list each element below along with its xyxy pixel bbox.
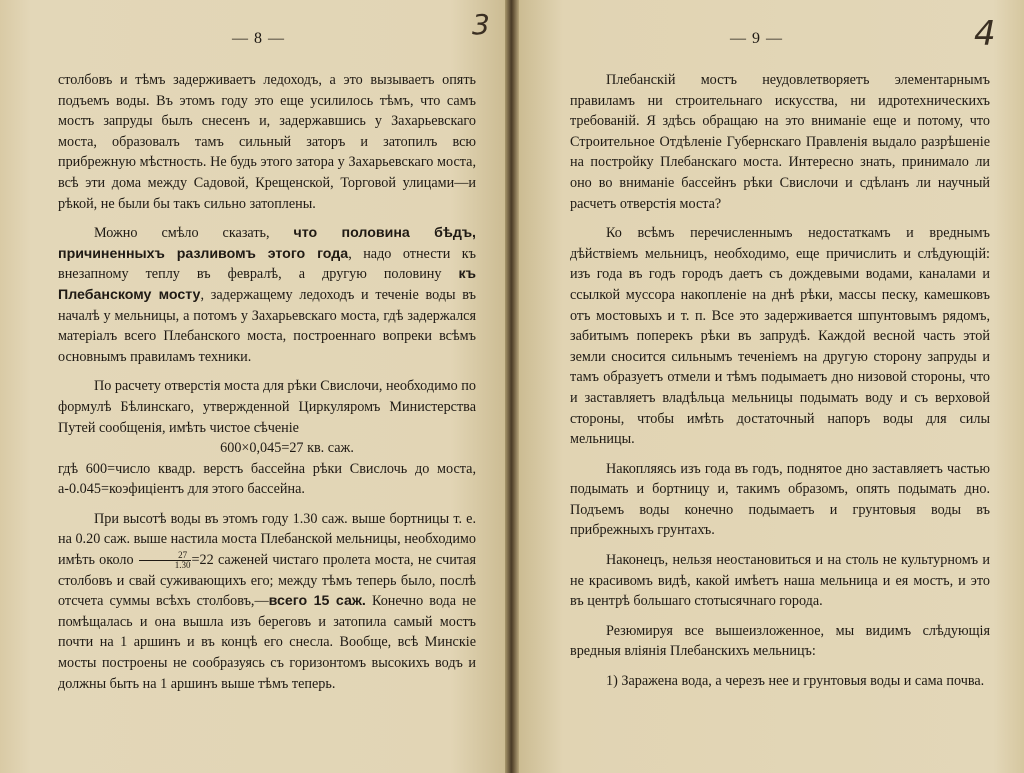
paragraph: Плебанскій мостъ неудовлетворяетъ элементарнымъ правиламъ ни строительнаго искусства, ни идротехническихъ требованій. Я здѣсь обращаю на это вниманіе еще и потому, что Строительное Отдѣленіе Губернскаго Правленія выдало разрѣшеніе на постройку Плебанскаго моста. Интересно знать, принимало ли оно во вниманіе бассейнъ рѣки Свислочи и сдѣланъ ли научный расчетъ отверстія моста?	[570, 72, 990, 212]
fraction-numerator: 27	[178, 550, 188, 561]
handwritten-page-mark: 3	[472, 8, 490, 41]
page-number: — 9 —	[730, 30, 783, 47]
text-run: Конечно вода не помѣщалась и она вышла изъ береговъ и затопила самый мостъ почти на 1 аршинъ и въ концѣ его снесла. Вообще, всѣ Минскіе мосты построены не сообразуясь съ горизонтомъ высокихъ водъ и должны быть на 1 аршинъ выше тѣмъ теперь.	[58, 593, 476, 692]
paragraph: 1) Заражена вода, а черезъ нее и грунтовыя воды и сама почва.	[606, 673, 985, 690]
paragraph: Резюмируя все вышеизложенное, мы видимъ слѣдующія вредныя вліянія Плебанскихъ мельницъ:	[570, 622, 990, 660]
paragraph: гдѣ 600=число квадр. верстъ бассейна рѣки Свислочь до моста, а-0.045=коэфиціентъ для этого бассейна.	[58, 460, 476, 498]
paragraph: Накопляясь изъ года въ годъ, поднятое дно заставляетъ частью подымать и бортницу и, такимъ образомъ, опять подымать дно. Подъемъ воды конечно подымаетъ и грунтовыя воды въ прибрежныхъ грунтахъ.	[570, 460, 990, 539]
fraction	[139, 551, 191, 570]
paragraph	[58, 223, 476, 367]
paragraph: По расчету отверстія моста для рѣки Свислочи, необходимо по формулѣ Бѣлинскаго, утвержденной Циркуляромъ Министерства Путей сообщенія, имѣть чистое сѣченіе	[58, 378, 476, 436]
text-run: При высотѣ воды въ этомъ году 1.30 саж. выше бортницы т. е. на 0.20 саж. выше настила моста Плебанской мельницы, необходимо имѣть около	[58, 510, 476, 569]
book-gutter	[505, 0, 519, 773]
paragraph	[58, 509, 476, 694]
handwritten-page-mark: 4	[974, 14, 996, 54]
right-page	[512, 0, 1024, 773]
paragraph: столбовъ и тѣмъ задерживаетъ ледоходъ, а это вызываетъ опять подъемъ воды. Въ этомъ году это еще усилилось тѣмъ, что самъ мостъ запруды былъ снесенъ и, задержавшись у Захарьевскаго моста, образовалъ тамъ сильный заторъ и затопилъ всю прибрежную мѣстность. Не будь этого затора у Захарьевскаго моста, всѣ эти дома между Садовой, Крещенской, Торговой улицами—и рѣкой, не были бы такъ сильно затоплены.	[58, 72, 476, 212]
paragraph: Наконецъ, нельзя неостановиться и на столь не культурномъ и не красивомъ видѣ, какой имѣетъ наша мельница и ея мостъ, и это въ центрѣ большаго стотысячнаго города.	[570, 552, 990, 610]
paragraph: Ко всѣмъ перечисленнымъ недостаткамъ и вреднымъ дѣйствіемъ мельницъ, необходимо, еще причислить и слѣдующій: изъ года въ годъ городъ даетъ съ дождевыми водами, каналами и ссылкой муссора накопленіе на днѣ рѣки, массы песку, камешковъ отъ мостовыхъ и т. п. Все это задерживается шпунтовымъ рядомъ, забитымъ поперекъ рѣки въ запрудѣ. Каждой весной часть этой земли сносится сильнымъ теченіемъ на другую сторону запруды и тамъ образуетъ отмели и тѣмъ подымаетъ дно низовой стороны, что и заставляетъ владѣльца мельницы подымать воду и съ верховой стороны, чтобы имѣть достаточный напоръ воды для силы мельницы.	[570, 225, 990, 448]
page-body	[58, 70, 476, 703]
bold-text: къ Плебанскому мосту	[58, 266, 476, 303]
text-run: , надо отнести къ внезапному теплу въ февралѣ, а другую половину	[58, 245, 476, 283]
bold-text: что половина бѣдъ, причиненныхъ разливомъ этого года	[58, 225, 476, 262]
page-body	[570, 70, 990, 701]
page-number: — 8 —	[232, 30, 285, 47]
text-run: =22 саженей чистаго пролета моста, не считая столбовъ и свай суживающихъ его; между тѣмъ теперь было, послѣ отсчета суммы всѣхъ столбовъ,—	[58, 552, 476, 610]
fraction-denominator: 1.30	[139, 560, 191, 570]
bold-text: всего 15 саж.	[268, 593, 366, 610]
text-run: , задержащему ледоходъ и теченіе воды въ началѣ у мельницы, а потомъ у Захарьевскаго моста, гдѣ задержался матеріалъ всего Плебанского моста, построеннаго вопреки всѣмъ основнымъ правиламъ техники.	[58, 286, 476, 365]
text-run: Можно смѣло сказать,	[94, 225, 294, 242]
formula: 600×0,045=27 кв. саж.	[220, 440, 354, 457]
